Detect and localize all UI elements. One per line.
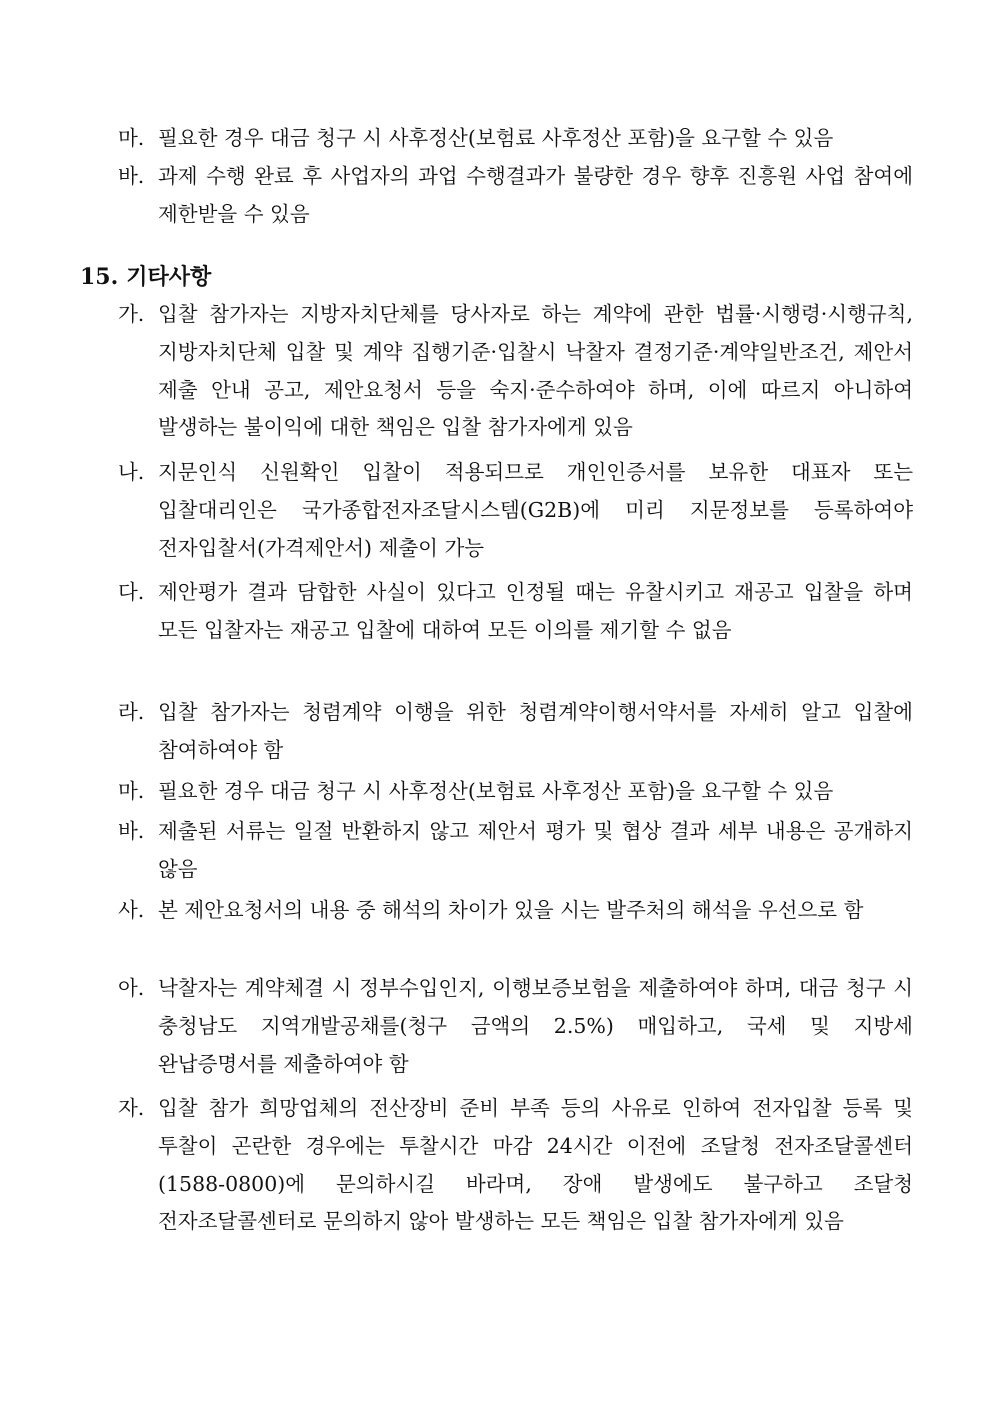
section-number: 15. — [80, 264, 119, 290]
list-item-ba — [118, 813, 913, 889]
section-title: 기타사항 — [126, 264, 212, 290]
item-marker: 아. — [118, 976, 145, 1000]
item-text: 제안평가 결과 담합한 사실이 있다고 인정될 때는 유찰시키고 재공고 입찰을 하며 모든 입찰자는 재공고 입찰에 대하여 모든 이의를 제기할 수 없음 — [158, 580, 913, 642]
item-text: 필요한 경우 대금 청구 시 사후정산(보험료 사후정산 포함)을 요구할 수 있음 — [158, 126, 834, 150]
item-marker: 다. — [118, 580, 145, 604]
item-text: 입찰 참가자는 청렴계약 이행을 위한 청렴계약이행서약서를 자세히 알고 입찰에 참여하여야 함 — [158, 700, 913, 762]
item-text: 지문인식 신원확인 입찰이 적용되므로 개인인증서를 보유한 대표자 또는 입찰대리인은 국가종합전자조달시스템(G2B)에 미리 지문정보를 등록하여야 전자입찰서(가격제안서) 제출이 가능 — [158, 460, 913, 560]
item-marker: 바. — [118, 164, 145, 188]
item-text: 입찰 참가 희망업체의 전산장비 준비 부족 등의 사유로 인하여 전자입찰 등록 및 투찰이 곤란한 경우에는 투찰시간 마감 24시간 이전에 조달청 전자조달콜센터(1588-0800)에 문의하시길 바라며, 장애 발생에도 불구하고 조달청 전자조달콜센터로 문의하지 않아 발생하는 모든 책임은 입찰 참가자에게 있음 — [158, 1096, 913, 1234]
item-text: 입찰 참가자는 지방자치단체를 당사자로 하는 계약에 관한 법률·시행령·시행규칙, 지방자치단체 입찰 및 계약 집행기준·입찰시 낙찰자 결정기준·계약일반조건, 제안서 제출 안내 공고, 제안요청서 등을 숙지·준수하여야 하며, 이에 따르지 아니하여 발생하는 불이익에 대한 책임은 입찰 참가자에게 있음 — [158, 302, 913, 440]
list-item-da — [118, 574, 913, 650]
list-item-na — [118, 454, 913, 567]
item-text: 제출된 서류는 일절 반환하지 않고 제안서 평가 및 협상 결과 세부 내용은 공개하지 않음 — [158, 819, 913, 881]
item-text: 과제 수행 완료 후 사업자의 과업 수행결과가 불량한 경우 향후 진흥원 사업 참여에 제한받을 수 있음 — [158, 164, 913, 226]
item-marker: 사. — [118, 898, 145, 922]
item-marker: 바. — [118, 819, 145, 843]
section-heading — [80, 258, 211, 296]
item-text: 본 제안요청서의 내용 중 해석의 차이가 있을 시는 발주처의 해석을 우선으로 함 — [158, 898, 864, 922]
item-marker: 가. — [118, 302, 145, 326]
item-text: 필요한 경우 대금 청구 시 사후정산(보험료 사후정산 포함)을 요구할 수 있음 — [158, 779, 834, 803]
list-item-ma — [118, 773, 913, 811]
item-text: 낙찰자는 계약체결 시 정부수입인지, 이행보증보험을 제출하여야 하며, 대금 청구 시 충청남도 지역개발공채를(청구 금액의 2.5%) 매입하고, 국세 및 지방세 완납증명서를 제출하여야 함 — [158, 976, 913, 1076]
list-item-ga — [118, 296, 913, 447]
item-marker: 라. — [118, 700, 145, 724]
list-item-a — [118, 970, 913, 1083]
list-item-ra — [118, 694, 913, 770]
list-item-ja — [118, 1090, 913, 1241]
item-marker: 나. — [118, 460, 145, 484]
list-item-ma-prev — [118, 120, 913, 158]
item-marker: 자. — [118, 1096, 145, 1120]
item-marker: 마. — [118, 779, 145, 803]
list-item-sa — [118, 892, 913, 930]
item-marker: 마. — [118, 126, 145, 150]
list-item-ba-prev — [118, 158, 913, 234]
